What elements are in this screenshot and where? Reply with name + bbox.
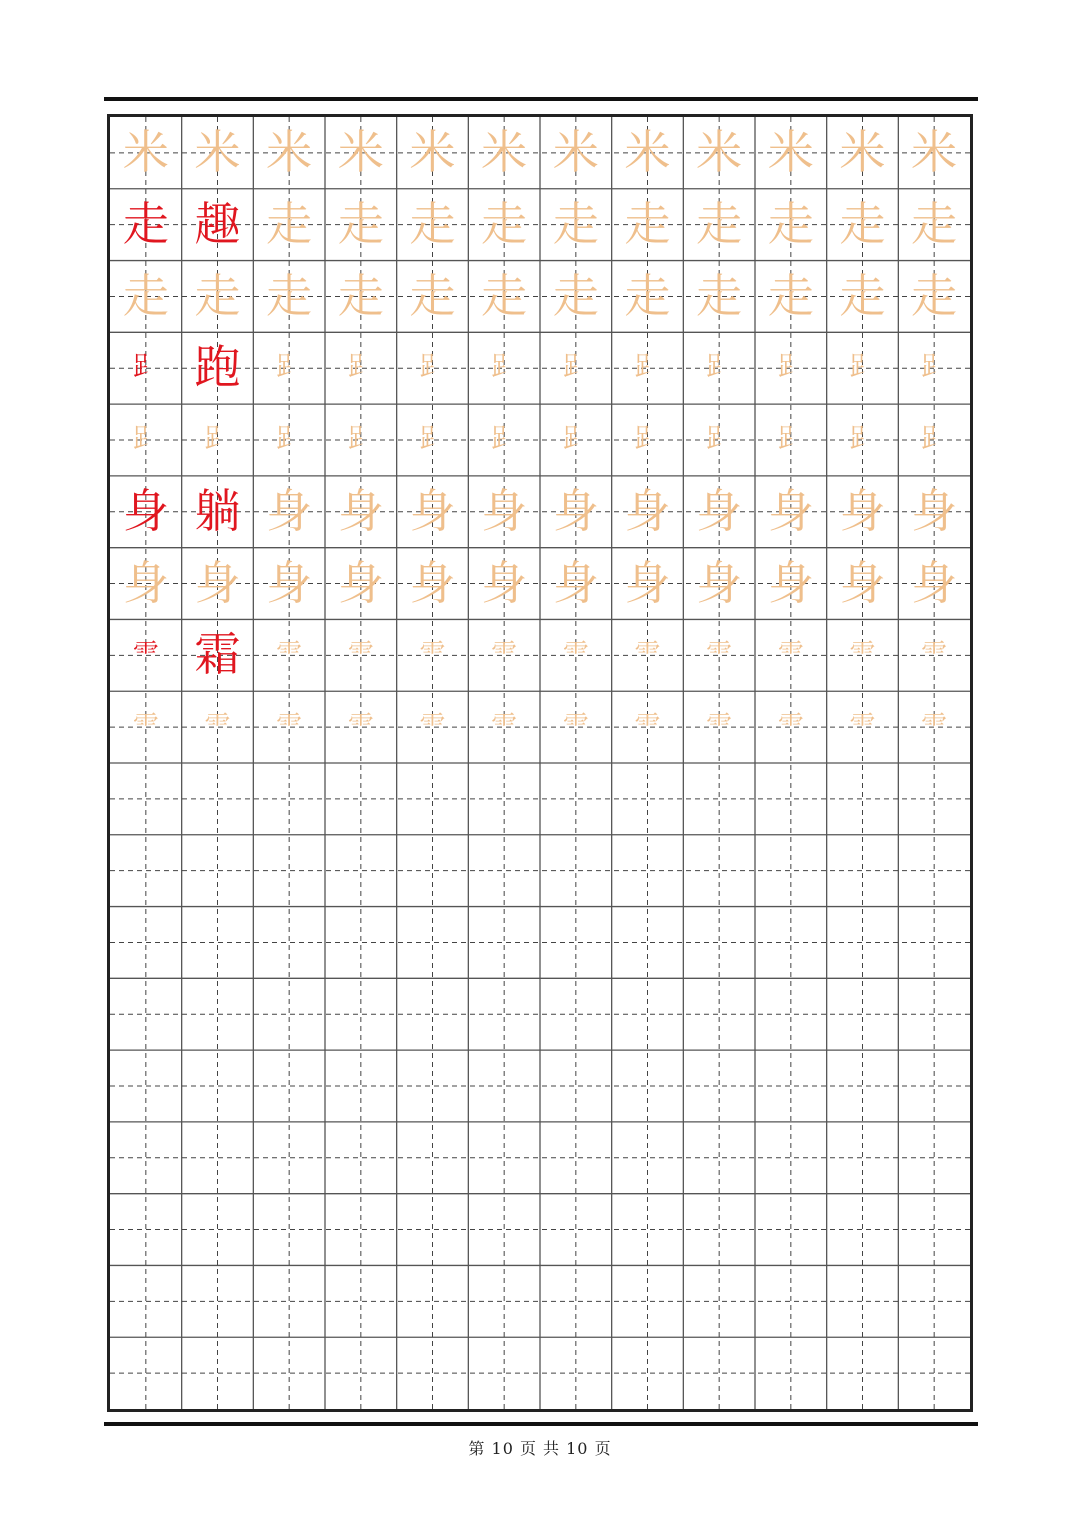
trace-character: 𧾷	[706, 352, 733, 383]
trace-character: 𧾷	[347, 424, 374, 455]
grid-cell	[683, 332, 755, 404]
grid-cell	[110, 189, 182, 261]
trace-character: 走	[266, 196, 313, 251]
trace-character: 𧾷	[562, 352, 589, 383]
grid-cell	[540, 691, 612, 763]
grid-cell	[182, 261, 254, 333]
trace-character: 身	[839, 555, 886, 610]
grid-cell	[325, 189, 397, 261]
model-character: 霜	[194, 627, 241, 682]
trace-character: 走	[839, 196, 886, 251]
trace-character: 走	[624, 268, 671, 323]
trace-character: ⻗	[562, 711, 589, 742]
trace-character: 米	[624, 125, 671, 179]
grid-cell	[540, 476, 612, 548]
trace-character: 𧾷	[419, 352, 446, 383]
grid-cell	[612, 261, 684, 333]
grid-cell	[325, 548, 397, 620]
trace-character: ⻗	[347, 639, 374, 670]
trace-character: 𧾷	[276, 424, 303, 455]
practice-row	[110, 332, 970, 404]
trace-character: 米	[266, 125, 313, 179]
grid-cell	[468, 691, 540, 763]
grid-cell	[612, 332, 684, 404]
grid-cell	[898, 476, 970, 548]
practice-row	[110, 548, 970, 620]
trace-character: 身	[696, 483, 743, 538]
grid-cell	[683, 619, 755, 691]
trace-character: 米	[122, 125, 169, 179]
trace-character: 𧾷	[132, 424, 159, 455]
trace-character: ⻗	[777, 711, 804, 742]
trace-character: 𧾷	[347, 352, 374, 383]
grid-cell	[397, 476, 469, 548]
trace-character: 米	[481, 125, 528, 179]
trace-character: ⻗	[491, 711, 518, 742]
grid-cell	[253, 117, 325, 189]
grid-cell	[755, 548, 827, 620]
grid-cell	[468, 548, 540, 620]
grid-cell	[397, 189, 469, 261]
grid-cell	[253, 619, 325, 691]
trace-character: 走	[767, 196, 814, 251]
grid-cell	[110, 619, 182, 691]
trace-character: 走	[122, 268, 169, 323]
grid-cell	[540, 189, 612, 261]
grid-cell	[253, 691, 325, 763]
grid-cell	[397, 261, 469, 333]
grid-cell	[325, 117, 397, 189]
grid-cell	[325, 261, 397, 333]
grid-cell	[755, 476, 827, 548]
trace-character: 身	[552, 555, 599, 610]
trace-character: 身	[624, 483, 671, 538]
trace-character: 身	[481, 483, 528, 538]
trace-character: 𧾷	[921, 424, 948, 455]
grid-cell	[468, 332, 540, 404]
trace-character: 𧾷	[276, 352, 303, 383]
practice-row	[110, 476, 970, 548]
trace-character: 𧾷	[706, 424, 733, 455]
grid-cell	[612, 619, 684, 691]
trace-character: 身	[409, 483, 456, 538]
grid-cell	[540, 117, 612, 189]
grid-cell	[253, 476, 325, 548]
grid-cell	[683, 548, 755, 620]
grid-cell	[540, 619, 612, 691]
grid-cell	[182, 404, 254, 476]
grid-cell	[898, 404, 970, 476]
trace-character: 身	[337, 555, 384, 610]
trace-character: 𧾷	[849, 424, 876, 455]
trace-character: ⻗	[777, 639, 804, 670]
trace-character: 身	[266, 483, 313, 538]
trace-character: 米	[337, 125, 384, 179]
trace-character: ⻗	[562, 639, 589, 670]
grid-cell	[110, 404, 182, 476]
model-character: 身	[122, 483, 169, 538]
trace-character: 走	[911, 196, 958, 251]
trace-character: ⻗	[204, 711, 231, 742]
grid-cell	[468, 404, 540, 476]
model-character: 趣	[194, 196, 241, 251]
trace-character: 米	[839, 125, 886, 179]
trace-character: 𧾷	[562, 424, 589, 455]
grid-cell	[827, 619, 899, 691]
grid-cell	[182, 619, 254, 691]
trace-character: 米	[911, 125, 958, 179]
trace-character: ⻗	[849, 639, 876, 670]
trace-character: 走	[337, 268, 384, 323]
grid-cell	[397, 619, 469, 691]
trace-character: ⻗	[276, 639, 303, 670]
trace-character: 走	[409, 196, 456, 251]
trace-character: 走	[409, 268, 456, 323]
trace-character: ⻗	[921, 711, 948, 742]
practice-row	[110, 619, 970, 691]
trace-character: 身	[839, 483, 886, 538]
grid-cell	[540, 261, 612, 333]
trace-character: 身	[409, 555, 456, 610]
grid-cell	[898, 189, 970, 261]
grid-cell	[612, 189, 684, 261]
grid-cell	[325, 332, 397, 404]
trace-character: 身	[481, 555, 528, 610]
grid-cell	[827, 476, 899, 548]
trace-character: 米	[767, 125, 814, 179]
grid-cell	[325, 691, 397, 763]
grid-cell	[110, 332, 182, 404]
grid-cell	[397, 548, 469, 620]
grid-cell	[755, 189, 827, 261]
grid-cell	[325, 619, 397, 691]
grid-cell	[612, 476, 684, 548]
grid-cell	[898, 117, 970, 189]
grid-cell	[683, 261, 755, 333]
grid-cell	[683, 476, 755, 548]
trace-character: 身	[194, 555, 241, 610]
grid-cell	[827, 332, 899, 404]
grid-cell	[683, 117, 755, 189]
practice-row	[110, 691, 970, 763]
trace-character: ⻗	[132, 711, 159, 742]
trace-character: ⻗	[347, 711, 374, 742]
practice-row	[110, 189, 970, 261]
model-character: 走	[122, 196, 169, 251]
trace-character: 𧾷	[777, 352, 804, 383]
grid-cell	[468, 189, 540, 261]
grid-cell	[110, 117, 182, 189]
trace-character: 走	[767, 268, 814, 323]
grid-cell	[755, 619, 827, 691]
grid-cell	[898, 691, 970, 763]
grid-cell	[755, 117, 827, 189]
grid-cell	[755, 404, 827, 476]
trace-character: 米	[409, 125, 456, 179]
trace-character: 米	[552, 125, 599, 179]
trace-character: 走	[481, 196, 528, 251]
practice-grid	[107, 114, 973, 1412]
trace-character: ⻗	[706, 639, 733, 670]
trace-character: 𧾷	[634, 352, 661, 383]
trace-character: 𧾷	[849, 352, 876, 383]
grid-cell	[325, 404, 397, 476]
trace-character: 身	[911, 555, 958, 610]
trace-character: 𧾷	[491, 424, 518, 455]
practice-row	[110, 404, 970, 476]
bottom-rule	[104, 1422, 978, 1426]
grid-cell	[325, 476, 397, 548]
trace-character: 𧾷	[204, 424, 231, 455]
grid-cell	[612, 691, 684, 763]
grid-cell	[827, 261, 899, 333]
trace-character: ⻗	[634, 639, 661, 670]
grid-cell	[683, 404, 755, 476]
grid-cell	[182, 332, 254, 404]
model-character: 𧾷	[132, 352, 159, 383]
grid-cell	[827, 691, 899, 763]
trace-character: 身	[624, 555, 671, 610]
grid-cell	[827, 117, 899, 189]
grid-cell	[755, 691, 827, 763]
trace-character: ⻗	[849, 711, 876, 742]
trace-character: 走	[552, 196, 599, 251]
grid-cell	[898, 261, 970, 333]
grid-cell	[898, 332, 970, 404]
trace-character: ⻗	[921, 639, 948, 670]
grid-cell	[755, 332, 827, 404]
grid-cell	[110, 476, 182, 548]
trace-character: ⻗	[491, 639, 518, 670]
trace-character: 身	[266, 555, 313, 610]
trace-character: 𧾷	[921, 352, 948, 383]
trace-character: 走	[696, 268, 743, 323]
model-character: 躺	[194, 483, 241, 538]
trace-character: 身	[696, 555, 743, 610]
trace-character: ⻗	[419, 639, 446, 670]
grid-cell	[683, 189, 755, 261]
grid-cell	[253, 548, 325, 620]
trace-character: 走	[624, 196, 671, 251]
grid-cell	[468, 261, 540, 333]
trace-character: 身	[767, 483, 814, 538]
trace-character: 𧾷	[777, 424, 804, 455]
trace-character: 身	[337, 483, 384, 538]
trace-character: 走	[552, 268, 599, 323]
trace-character: ⻗	[276, 711, 303, 742]
model-character: ⻗	[132, 639, 159, 670]
grid-cell	[683, 691, 755, 763]
trace-character: ⻗	[634, 711, 661, 742]
practice-row	[110, 261, 970, 333]
trace-character: ⻗	[706, 711, 733, 742]
grid-cell	[540, 404, 612, 476]
grid-cell	[612, 548, 684, 620]
grid-cell	[468, 117, 540, 189]
grid-cell	[182, 476, 254, 548]
grid-cell	[898, 548, 970, 620]
trace-character: 走	[839, 268, 886, 323]
trace-character: 𧾷	[491, 352, 518, 383]
top-rule	[104, 97, 978, 101]
grid-cell	[182, 189, 254, 261]
trace-character: 𧾷	[419, 424, 446, 455]
trace-character: 米	[696, 125, 743, 179]
trace-character: 走	[337, 196, 384, 251]
grid-cell	[612, 404, 684, 476]
trace-character: 𧾷	[634, 424, 661, 455]
model-character: 跑	[194, 340, 241, 395]
grid-cell	[612, 117, 684, 189]
page-footer: 第 10 页 共 10 页	[468, 1439, 612, 1458]
grid-cell	[253, 261, 325, 333]
trace-character: 走	[696, 196, 743, 251]
grid-cell	[182, 691, 254, 763]
trace-character: 米	[194, 125, 241, 179]
grid-cell	[397, 117, 469, 189]
grid-cell	[253, 404, 325, 476]
grid-cell	[253, 332, 325, 404]
grid-cell	[827, 189, 899, 261]
grid-cell	[540, 332, 612, 404]
grid-cell	[397, 404, 469, 476]
grid-cell	[755, 261, 827, 333]
grid-cell	[110, 261, 182, 333]
grid-cell	[397, 332, 469, 404]
grid-cell	[468, 476, 540, 548]
grid-cell	[110, 548, 182, 620]
grid-cell	[182, 117, 254, 189]
grid-cell	[182, 548, 254, 620]
grid-cell	[898, 619, 970, 691]
practice-row	[110, 117, 970, 189]
grid-cell	[468, 619, 540, 691]
trace-character: 走	[194, 268, 241, 323]
trace-character: 走	[911, 268, 958, 323]
grid-cell	[827, 404, 899, 476]
grid-cell	[253, 189, 325, 261]
trace-character: 走	[266, 268, 313, 323]
grid-cell	[827, 548, 899, 620]
grid-cell	[540, 548, 612, 620]
trace-character: 身	[552, 483, 599, 538]
grid-cell	[110, 691, 182, 763]
trace-character: 走	[481, 268, 528, 323]
trace-character: 身	[911, 483, 958, 538]
trace-character: 身	[122, 555, 169, 610]
grid-cell	[397, 691, 469, 763]
trace-character: 身	[767, 555, 814, 610]
trace-character: ⻗	[419, 711, 446, 742]
